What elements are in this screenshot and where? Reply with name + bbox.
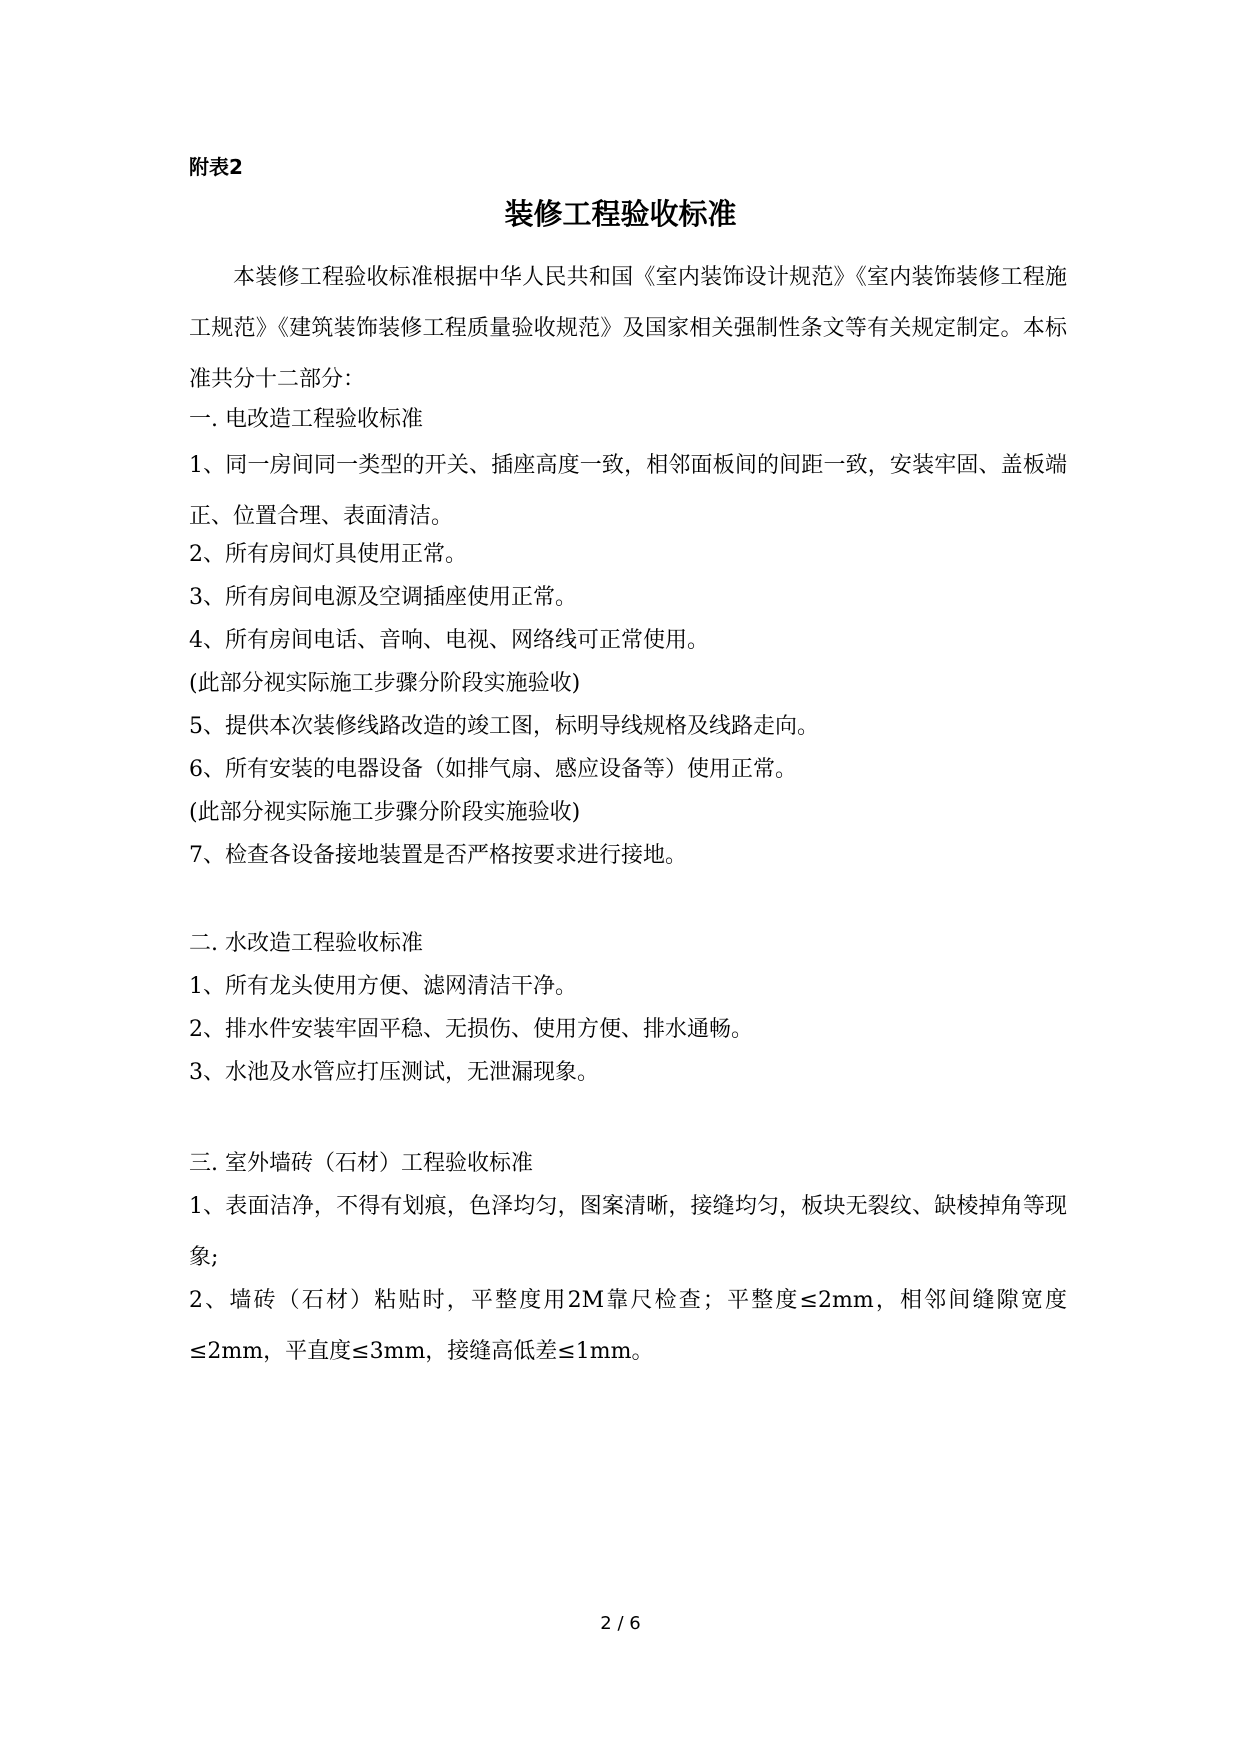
- section-plumbing: [189, 918, 1067, 1098]
- section-heading: 一. 电改造工程验收标准: [189, 407, 423, 432]
- list-item: 3、所有房间电源及空调插座使用正常。: [189, 585, 577, 610]
- list-item: 4、所有房间电话、音响、电视、网络线可正常使用。: [189, 628, 709, 653]
- section-exterior-tiles: [189, 1138, 1067, 1377]
- list-item: 6、所有安装的电器设备（如排气扇、感应设备等）使用正常。: [189, 757, 797, 782]
- section-electrical: [189, 394, 1067, 881]
- list-item: 2、排水件安装牢固平稳、无损伤、使用方便、排水通畅。: [189, 1017, 753, 1042]
- document-title: 装修工程验收标准: [504, 197, 737, 231]
- list-item: 5、提供本次装修线路改造的竣工图，标明导线规格及线路走向。: [189, 714, 819, 739]
- list-item: 2、所有房间灯具使用正常。: [189, 542, 467, 567]
- intro-paragraph: 本装修工程验收标准根据中华人民共和国《室内装饰设计规范》《室内装饰装修工程施工规范》《建筑装饰装修工程质量验收规范》及国家相关强制性条文等有关规定制定。本标准共分十二部分：: [189, 265, 1067, 392]
- list-item: 1、同一房间同一类型的开关、插座高度一致，相邻面板间的间距一致，安装牢固、盖板端正、位置合理、表面清洁。: [189, 453, 1067, 529]
- list-item: 1、所有龙头使用方便、滤网清洁干净。: [189, 974, 577, 999]
- section-heading: 三. 室外墙砖（石材）工程验收标准: [189, 1151, 533, 1176]
- list-item: 1、表面洁净，不得有划痕，色泽均匀，图案清晰，接缝均匀，板块无裂纹、缺棱掉角等现象;: [189, 1194, 1067, 1270]
- list-item: 3、水池及水管应打压测试，无泄漏现象。: [189, 1060, 599, 1085]
- list-item: 2、墙砖（石材）粘贴时，平整度用2M靠尺检查；平整度≤2mm，相邻间缝隙宽度≤2mm，平直度≤3mm，接缝高低差≤1mm。: [189, 1288, 1067, 1364]
- list-item: (此部分视实际施工步骤分阶段实施验收): [189, 800, 581, 825]
- list-item: 7、检查各设备接地装置是否严格按要求进行接地。: [189, 843, 687, 868]
- page-number: 2 / 6: [600, 1613, 641, 1634]
- list-item: (此部分视实际施工步骤分阶段实施验收): [189, 671, 581, 696]
- appendix-label: 附表2: [189, 155, 243, 179]
- section-heading: 二. 水改造工程验收标准: [189, 931, 423, 956]
